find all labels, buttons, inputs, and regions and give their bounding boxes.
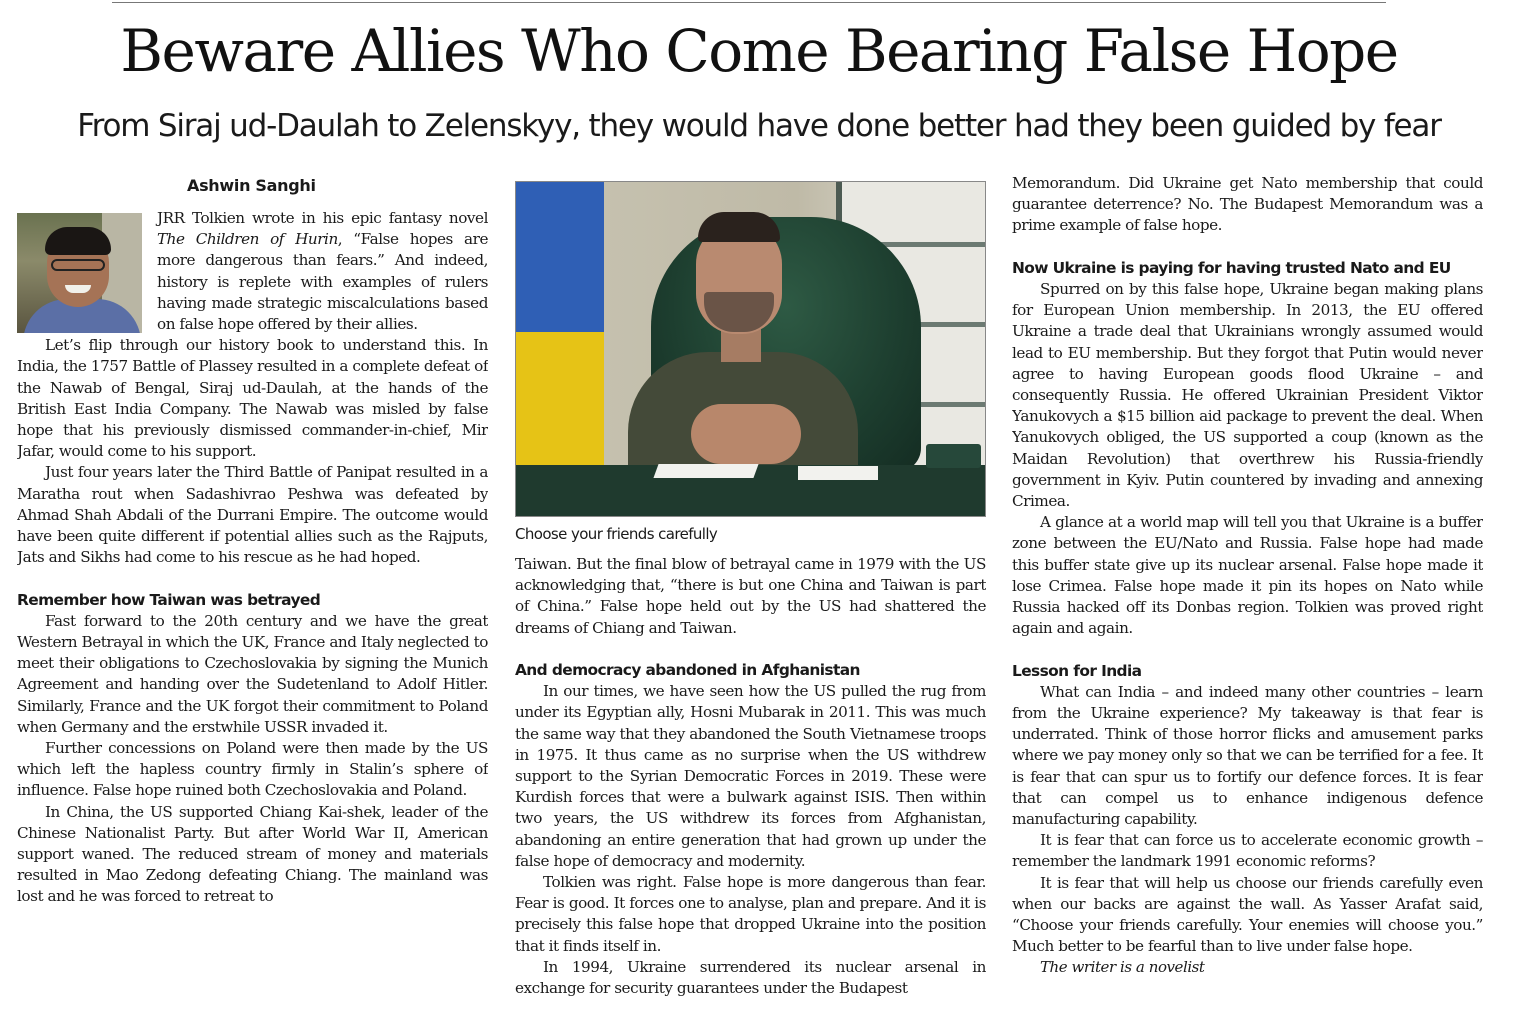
paragraph: What can India – and indeed many other countries – learn from the Ukraine experience? My takeaway is that fear is underrated. Think of those horror flicks and amusement parks where we pay money only so that we can be terrified for a fee. It is fear that can spur us to fortify our defence forces. It is fear that can compel us to enhance indigenous defence manufacturing capability. [1012,682,1483,829]
top-rule [112,2,1386,3]
column-2 [515,173,986,1025]
paragraph: In our times, we have seen how the US pulled the rug from under its Egyptian ally, Hosni Mubarak in 2011. This was much the same way that they abandoned the South Vietnamese troops in 1975. It thus came as no surprise when the US withdrew support to the Syrian Democratic Forces in 2019. These were Kurdish forces that were a bulwark against ISIS. Then within two years, the US withdrew its forces from Afghanistan, abandoning an entire generation that had grown up under the false hope of democracy and modernity. [515,682,986,870]
section-subhead: Now Ukraine is paying for having trusted Nato and EU [1012,258,1451,277]
photo-caption: Choose your friends carefully [515,525,718,543]
column-1 [17,173,488,1025]
column-3 [1012,173,1483,1025]
paragraph: Taiwan. But the final blow of betrayal came in 1979 with the US acknowledging that, “there is but one China and Taiwan is part of China.” False hope held out by the US had shattered the dreams of Chiang and Taiwan. [515,555,986,637]
paragraph: JRR Tolkien wrote in his epic fantasy novel The Children of Hurin, “False hopes are more dangerous than fears.” And indeed, history is replete with examples of rulers having made strategic miscalculations based on false hope offered by their allies. [157,209,488,334]
paragraph: Fast forward to the 20th century and we have the great Western Betrayal in which the UK, France and Italy neglected to meet their obligations to Czechoslovakia by signing the Munich Agreement and handing over the Sudetenland to Adolf Hitler. Similarly, France and the UK forgot their commitment to Poland when Germany and the erstwhile USSR invaded it. [17,611,488,736]
paragraph: In 1994, Ukraine surrendered its nuclear arsenal in exchange for security guarantees under the Budapest [515,957,986,998]
paragraph: Just four years later the Third Battle of Panipat resulted in a Maratha rout when Sadashivrao Peshwa was defeated by Ahmad Shah Abdali of the Durrani Empire. The outcome would have been quite different if potential allies such as the Rajputs, Jats and Sikhs had come to his rescue as he had hoped. [17,463,488,567]
section-subhead: Remember how Taiwan was betrayed [17,590,321,609]
ukraine-flag [516,182,604,332]
subheadline: From Siraj ud-Daulah to Zelenskyy, they would have done better had they been guided by fear [77,108,1441,144]
article-photo [515,181,986,517]
paragraph: It is fear that will help us choose our friends carefully even when our backs are against the wall. As Yasser Arafat said, “Choose your friends carefully. Your enemies will choose you.” Much better to be fearful than to live under false hope. [1012,873,1483,956]
book-title: The Children of Hurin [157,230,338,249]
section-subhead: Lesson for India [1012,661,1142,680]
section-subhead: And democracy abandoned in Afghanistan [515,661,860,679]
paragraph: Memorandum. Did Ukraine get Nato membership that could guarantee deterrence? No. The Budapest Memorandum was a prime example of false hope. [1012,174,1483,235]
headline: Beware Allies Who Come Bearing False Hope [120,17,1398,85]
paragraph: Spurred on by this false hope, Ukraine began making plans for European Union membership. In 2013, the EU offered Ukraine a trade deal that Ukrainians wrongly assumed would lead to EU membership. But they forgot that Putin would never agree to having European goods flood Ukraine – and consequently Russia. He offered Ukrainian President Viktor Yanukovych a $15 billion aid package to prevent the deal. When Yanukovych obliged, the US supported a coup (known as the Maidan Revolution) that overthrew his Russia-friendly government in Kyiv. Putin countered by invading and annexing Crimea. [1012,280,1483,511]
paragraph: Further concessions on Poland were then made by the US which left the hapless country firmly in Stalin’s sphere of influence. False hope ruined both Czechoslovakia and Poland. [17,739,488,800]
paragraph: It is fear that can force us to accelerate economic growth – remember the landmark 1991 economic reforms? [1012,831,1483,871]
paragraph: Let’s flip through our history book to understand this. In India, the 1757 Battle of Plassey resulted in a complete defeat of the Nawab of Bengal, Siraj ud-Daulah, at the hands of the British East India Company. The Nawab was misled by false hope that his previously dismissed commander-in-chief, Mir Jafar, would come to his support. [17,336,488,461]
paragraph: A glance at a world map will tell you that Ukraine is a buffer zone between the EU/Nato and Russia. False hope had made this buffer state give up its nuclear arsenal. False hope made it lose Crimea. False hope made it pin its hopes on Nato while Russia hacked off its Donbas region. Tolkien was proved right again and again. [1012,513,1483,638]
author-note: The writer is a novelist [1040,958,1205,977]
paragraph: Tolkien was right. False hope is more dangerous than fear. Fear is good. It forces one to analyse, plan and prepare. And it is precisely this false hope that dropped Ukraine into the position that it finds itself in. [515,873,986,955]
author-photo [17,213,142,333]
paragraph: In China, the US supported Chiang Kai-shek, leader of the Chinese Nationalist Party. But after World War II, American support waned. The reduced stream of money and materials resulted in Mao Zedong defeating Chiang. The mainland was lost and he was forced to retreat to [17,802,488,906]
byline: Ashwin Sanghi [187,176,316,195]
